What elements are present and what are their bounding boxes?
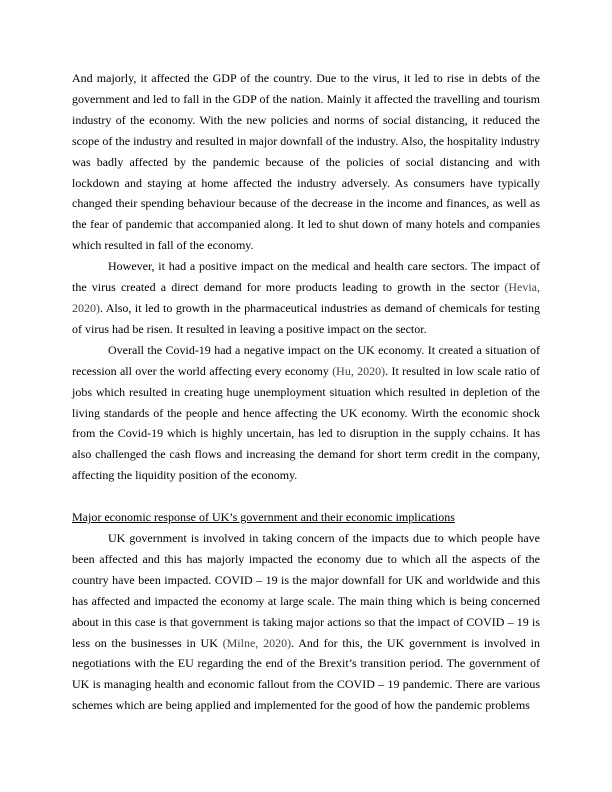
paragraph-spacer — [72, 486, 540, 507]
citation-hevia: (Hevia, 2020) — [72, 280, 540, 315]
citation-hu: (Hu, 2020) — [332, 363, 386, 378]
paragraph-text: Overall the Covid-19 had a negative impact on the UK economy. It created a situation of recession all over the world affecting every economy — [72, 342, 540, 378]
paragraph-gdp-impact — [72, 68, 540, 256]
paragraph-text: . And for this, the UK government is involved in negotiations with the EU regarding the end of the Brexit’s transition period. The government of UK is managing health and economic fallout from the COVID – 19 pandemic. There are various schemes which are being applied and implemented for the good of how the pandemic problems — [72, 635, 541, 713]
paragraph-government-response — [72, 528, 540, 716]
citation-milne: (Milne, 2020) — [222, 635, 292, 650]
paragraph-overall-impact — [72, 340, 540, 486]
paragraph-healthcare-impact — [72, 256, 540, 340]
paragraph-text: However, it had a positive impact on the medical and health care sectors. The impact of the virus created a direct demand for more products leading to growth in the sector — [72, 259, 540, 295]
section-heading: Major economic response of UK’s government and their economic implications — [72, 510, 455, 525]
paragraph-text: And majorly, it affected the GDP of the country. Due to the virus, it led to rise in debts of the government and led to fall in the GDP of the nation. Mainly it affected the travelling and tourism industry of the economy. With the new policies and norms of social distancing, it reduced the scope of the industry and resulted in major downfall of the industry. Also, the hospitality industry was badly affected by the pandemic because of the policies of social distancing and with lockdown and staying at home affected the industry adversely. As consumers have typically changed their spending behaviour because of the decrease in the income and finances, as well as the fear of pandemic that accompanied along. It led to shut down of many hotels and companies which resulted in fall of the economy. — [72, 71, 540, 253]
paragraph-text: . Also, it led to growth in the pharmaceutical industries as demand of chemicals for testing of virus had be risen. It resulted in leaving a positive impact on the sector. — [72, 300, 540, 336]
paragraph-text: UK government is involved in taking concern of the impacts due to which people have been affected and this has majorly impacted the economy due to which all the aspects of the country have been impacted. COVID – 19 is the major downfall for UK and worldwide and this has affected and impacted the economy at large scale. The main thing which is being concerned about in this case is that government is taking major actions so that the impact of COVID – 19 is less on the businesses in UK — [72, 531, 540, 650]
paragraph-text: . It resulted in low scale ratio of jobs which resulted in creating huge unemployment situation which resulted in depletion of the living standards of the people and hence affecting the UK economy. Wirth the economic shock from the Covid-19 which is highly uncertain, has led to disruption in the supply cchains. It has also challenged the cash flows and increasing the demand for short term credit in the company, affecting the liquidity position of the economy. — [72, 363, 540, 483]
document-body — [72, 68, 540, 716]
